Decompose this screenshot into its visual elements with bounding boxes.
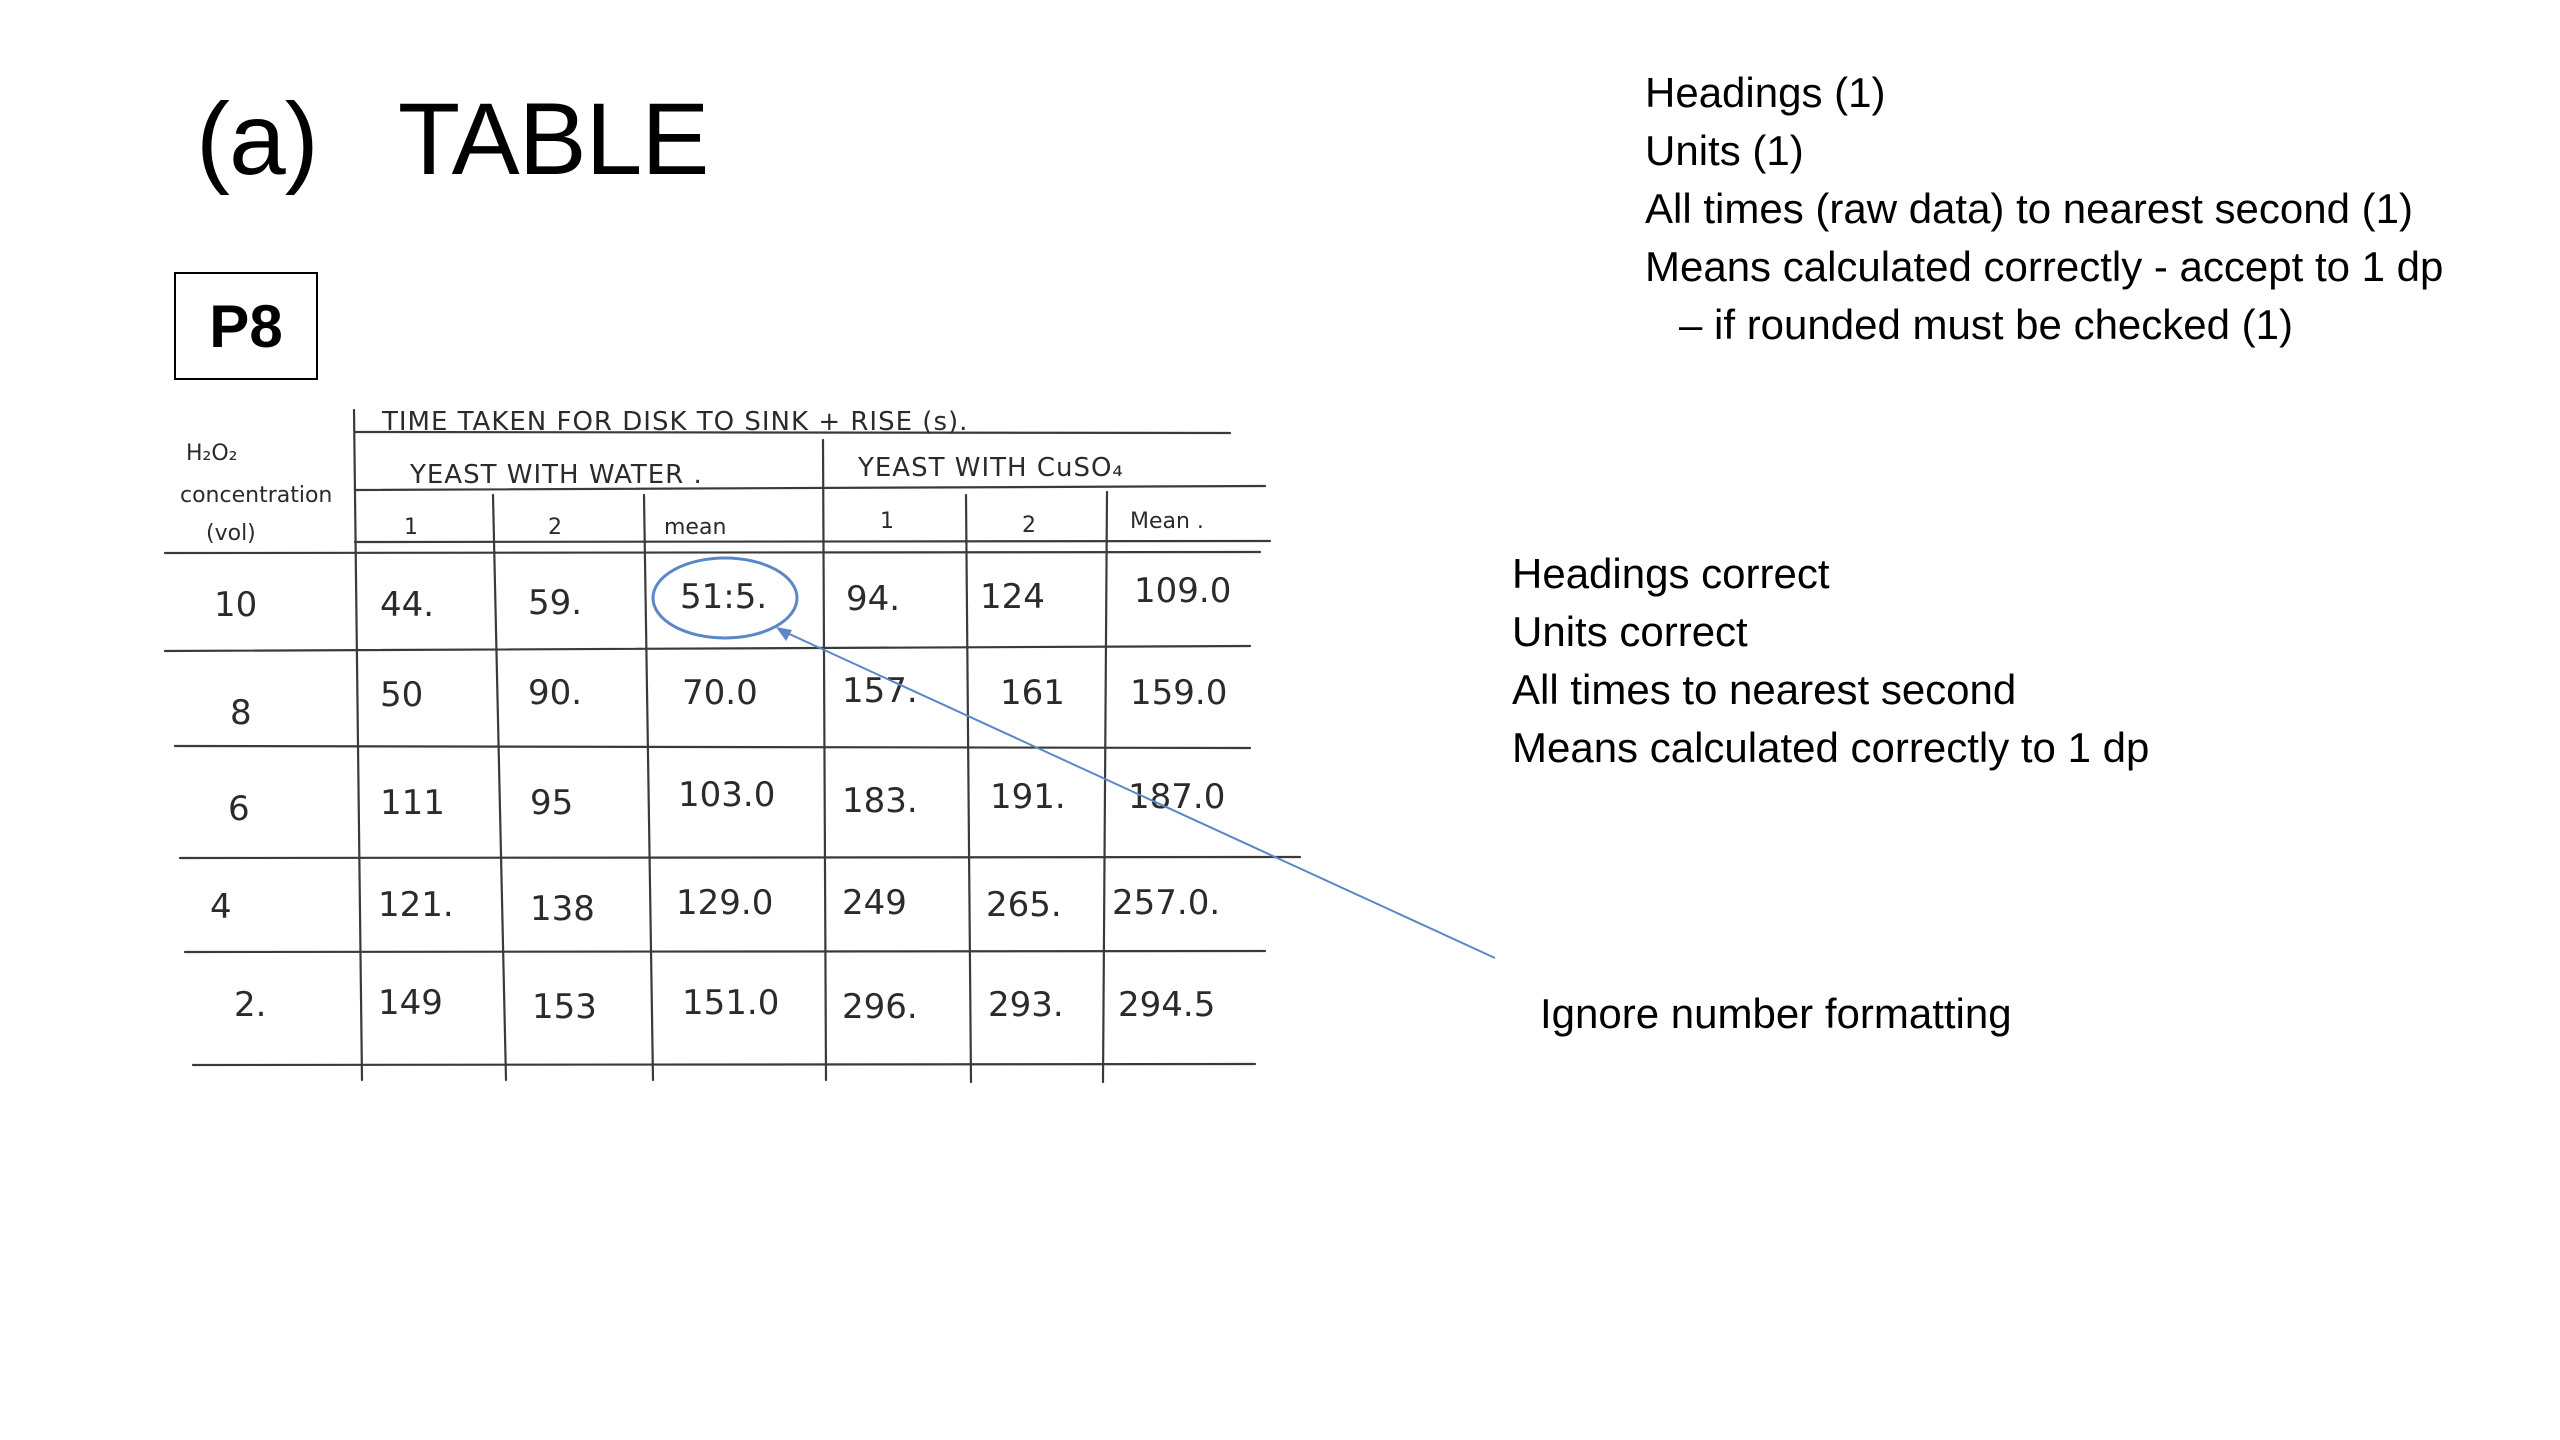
subheader-water-2: 2 [548, 515, 562, 540]
cell-water-1: 111 [380, 783, 445, 823]
cell-water-mean: 70.0 [682, 673, 758, 713]
grid-line [175, 746, 1250, 748]
cell-water-mean: 103.0 [678, 775, 776, 815]
cell-water-mean: 51:5. [680, 577, 768, 617]
group-header-water: YEAST WITH WATER . [410, 460, 703, 490]
annotation-arrowhead-icon [776, 627, 792, 641]
cell-cuso4-1: 94. [846, 579, 901, 619]
cell-cuso4-2: 161 [1000, 673, 1065, 713]
cell-water-2: 90. [528, 673, 583, 713]
cell-water-2: 138 [530, 889, 595, 929]
table-title: TIME TAKEN FOR DISK TO SINK + RISE (s). [382, 407, 969, 437]
grid-line [355, 541, 1270, 542]
cell-concentration: 2. [234, 985, 267, 1025]
criterion-raw-times: All times (raw data) to nearest second (1) [1645, 185, 2413, 232]
cell-cuso4-1: 249 [842, 883, 907, 923]
subheader-cuso4-1: 1 [880, 509, 894, 534]
grid-line [165, 646, 1250, 651]
subheader-cuso4-2: 2 [1022, 513, 1036, 538]
cell-cuso4-mean: 187.0 [1128, 777, 1226, 817]
cell-water-1: 44. [380, 585, 435, 625]
cell-cuso4-mean: 159.0 [1130, 673, 1228, 713]
grid-line [493, 495, 506, 1080]
cell-cuso4-2: 191. [990, 777, 1066, 817]
cell-cuso4-mean: 294.5 [1118, 985, 1216, 1025]
cell-cuso4-2: 265. [986, 885, 1062, 925]
cell-water-2: 59. [528, 583, 583, 623]
row-header-concentration: concentration [180, 483, 333, 508]
section-badge: P8 [174, 272, 318, 380]
subheader-water-mean: mean [664, 515, 727, 540]
comment-times: All times to nearest second [1512, 666, 2017, 713]
comment-means: Means calculated correctly to 1 dp [1512, 724, 2150, 771]
cell-water-2: 95 [530, 783, 574, 823]
grid-line [1103, 492, 1107, 1082]
subheader-water-1: 1 [404, 515, 418, 540]
cell-water-1: 50 [380, 675, 424, 715]
cell-cuso4-mean: 257.0. [1112, 883, 1221, 923]
comment-headings: Headings correct [1512, 550, 1830, 597]
criterion-headings: Headings (1) [1645, 69, 1886, 116]
formatting-note: Ignore number formatting [1540, 990, 2012, 1037]
slide-title: (a) TABLE [196, 82, 709, 196]
criterion-means: Means calculated correctly - accept to 1 dp [1645, 243, 2444, 290]
cell-water-mean: 129.0 [676, 883, 774, 923]
group-header-cuso4: YEAST WITH CuSO₄ [858, 453, 1124, 483]
grid-line [354, 410, 362, 1080]
grid-line [180, 857, 1300, 858]
subheader-cuso4-mean: Mean . [1130, 509, 1204, 534]
cell-concentration: 8 [230, 693, 252, 733]
cell-concentration: 4 [210, 887, 232, 927]
cell-cuso4-2: 124 [980, 577, 1045, 617]
cell-concentration: 6 [228, 789, 250, 829]
cell-cuso4-1: 183. [842, 781, 918, 821]
row-header-unit: (vol) [206, 521, 256, 546]
criterion-units: Units (1) [1645, 127, 1804, 174]
cell-cuso4-2: 293. [988, 985, 1064, 1025]
cell-water-1: 149 [378, 983, 443, 1023]
row-header-chemical: H₂O₂ [186, 441, 238, 466]
cell-cuso4-mean: 109.0 [1134, 571, 1232, 611]
cell-water-2: 153 [532, 987, 597, 1027]
criterion-rounding: – if rounded must be checked (1) [1679, 301, 2294, 348]
grid-line [193, 1064, 1255, 1065]
cell-concentration: 10 [214, 585, 258, 625]
comment-units: Units correct [1512, 608, 1748, 655]
grid-line [823, 440, 826, 1080]
grid-line [165, 552, 1260, 553]
cell-cuso4-1: 296. [842, 987, 918, 1027]
cell-water-1: 121. [378, 885, 454, 925]
cell-cuso4-1: 157. [842, 671, 918, 711]
grid-line [644, 495, 653, 1080]
cell-water-mean: 151.0 [682, 983, 780, 1023]
grid-line [966, 495, 971, 1082]
